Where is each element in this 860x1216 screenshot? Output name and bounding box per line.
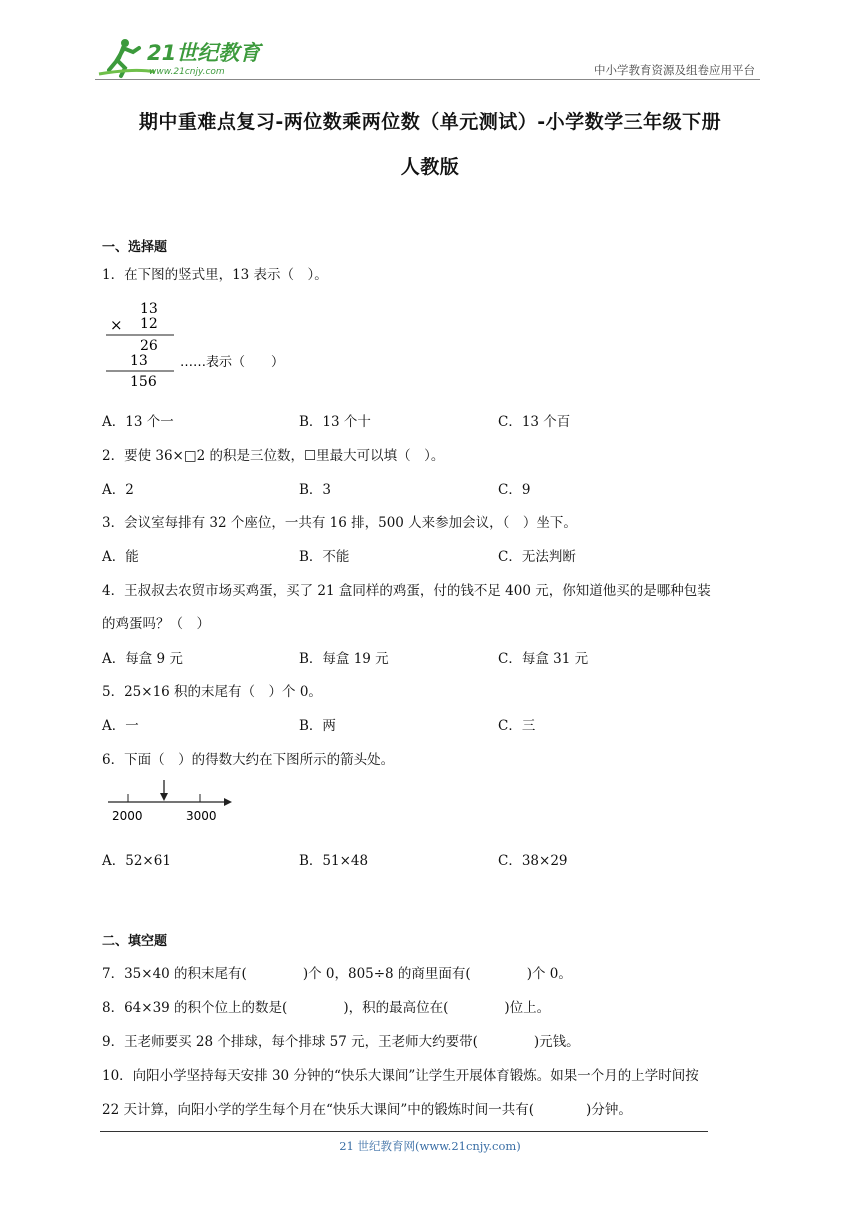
svg-text:21世纪教育: 21世纪教育 bbox=[147, 41, 261, 65]
section-heading-choice: 一、选择题 bbox=[102, 240, 168, 255]
q4-option-a: A．每盒 9 元 bbox=[102, 651, 183, 667]
section-heading-fill: 二、填空题 bbox=[102, 934, 168, 949]
site-logo bbox=[95, 34, 265, 80]
calc-row-5: 156 bbox=[130, 374, 157, 390]
label-3000: 3000 bbox=[186, 809, 217, 823]
svg-text:www.21cnjy.com: www.21cnjy.com bbox=[149, 67, 225, 77]
question-10-line2 bbox=[102, 1098, 632, 1118]
q2-option-b: B．3 bbox=[299, 482, 332, 498]
question-2-text: 2．要使 36×□2 的积是三位数，☐里最大可以填（ ）。 bbox=[102, 448, 445, 464]
calc-row-3: 26 bbox=[140, 338, 158, 354]
q2-option-a: A．2 bbox=[102, 482, 134, 498]
page-title-line1: 期中重难点复习-两位数乘两位数（单元测试）-小学数学三年级下册 bbox=[138, 111, 722, 133]
question-9 bbox=[102, 1030, 580, 1050]
question-5-text: 5．25×16 积的末尾有（ ）个 0。 bbox=[102, 684, 322, 700]
q8-part-a: 8．64×39 的积个位上的数是( bbox=[102, 1000, 288, 1016]
q10-part-b: )分钟。 bbox=[586, 1102, 632, 1118]
q3-option-a: A．能 bbox=[102, 549, 139, 565]
page-header bbox=[95, 34, 760, 80]
footer-divider bbox=[100, 1131, 708, 1132]
footer-link[interactable]: 21 世纪教育网(www.21cnjy.com) bbox=[339, 1139, 521, 1153]
calc-row-4: 13 bbox=[130, 353, 148, 369]
pointer-arrow-head bbox=[160, 793, 168, 801]
question-3-text: 3．会议室每排有 32 个座位，一共有 16 排，500 人来参加会议，（ ）坐下。 bbox=[102, 515, 577, 531]
q6-option-c: C．38×29 bbox=[498, 853, 568, 869]
question-7 bbox=[102, 962, 572, 982]
q6-option-b: B．51×48 bbox=[299, 853, 369, 869]
q6-option-a: A．52×61 bbox=[102, 853, 171, 869]
q8-part-b: )，积的最高位在( bbox=[343, 1000, 449, 1016]
q9-part-a: 9．王老师要买 28 个排球，每个排球 57 元，王老师大约要带( bbox=[102, 1034, 478, 1050]
q5-option-b: B．两 bbox=[299, 718, 336, 734]
q3-option-b: B．不能 bbox=[299, 549, 350, 565]
calc-row-2: 12 bbox=[140, 316, 158, 332]
q4-option-c: C．每盒 31 元 bbox=[498, 651, 589, 667]
q3-option-c: C．无法判断 bbox=[498, 549, 576, 565]
calc-row-1: 13 bbox=[140, 301, 158, 317]
question-4-text-line2: 的鸡蛋吗？（ ） bbox=[102, 616, 210, 632]
q5-option-a: A．一 bbox=[102, 718, 139, 734]
question-10-line1: 10．向阳小学坚持每天安排 30 分钟的“快乐大课间”让学生开展体育锻炼。如果一个月的上学时间按 bbox=[102, 1068, 699, 1084]
q9-part-b: )元钱。 bbox=[533, 1034, 580, 1050]
q1-option-c: C．13 个百 bbox=[498, 414, 571, 430]
number-line-figure bbox=[102, 780, 242, 830]
vertical-multiplication-figure bbox=[102, 297, 342, 393]
label-2000: 2000 bbox=[112, 809, 143, 823]
q1-option-b: B．13 个十 bbox=[299, 414, 371, 430]
question-4-text-line1: 4．王叔叔去农贸市场买鸡蛋，买了 21 盒同样的鸡蛋，付的钱不足 400 元，你知道他买的是哪种包装 bbox=[102, 583, 711, 599]
question-8 bbox=[102, 996, 550, 1016]
q10-part-a: 22 天计算，向阳小学的学生每个月在“快乐大课间”中的锻炼时间一共有( bbox=[102, 1102, 535, 1118]
q1-option-a: A．13 个一 bbox=[102, 414, 174, 430]
calc-times-sign: × bbox=[110, 316, 123, 334]
q7-part-c: )个 0。 bbox=[526, 966, 572, 982]
q4-option-b: B．每盒 19 元 bbox=[299, 651, 389, 667]
q8-part-c: )位上。 bbox=[504, 1000, 551, 1016]
platform-name: 中小学教育资源及组卷应用平台 bbox=[594, 63, 755, 77]
header-divider bbox=[95, 79, 760, 80]
q7-part-b: )个 0，805÷8 的商里面有( bbox=[302, 966, 471, 982]
calc-note: ……表示（ ） bbox=[180, 355, 285, 370]
number-line-arrowhead bbox=[224, 798, 232, 806]
question-1-text: 1．在下图的竖式里，13 表示（ ）。 bbox=[102, 267, 328, 283]
q5-option-c: C．三 bbox=[498, 718, 536, 734]
page-title-line2: 人教版 bbox=[400, 156, 460, 178]
question-6-text: 6．下面（ ）的得数大约在下图所示的箭头处。 bbox=[102, 752, 395, 768]
q2-option-c: C．9 bbox=[498, 482, 531, 498]
q7-part-a: 7．35×40 的积末尾有( bbox=[102, 966, 247, 982]
